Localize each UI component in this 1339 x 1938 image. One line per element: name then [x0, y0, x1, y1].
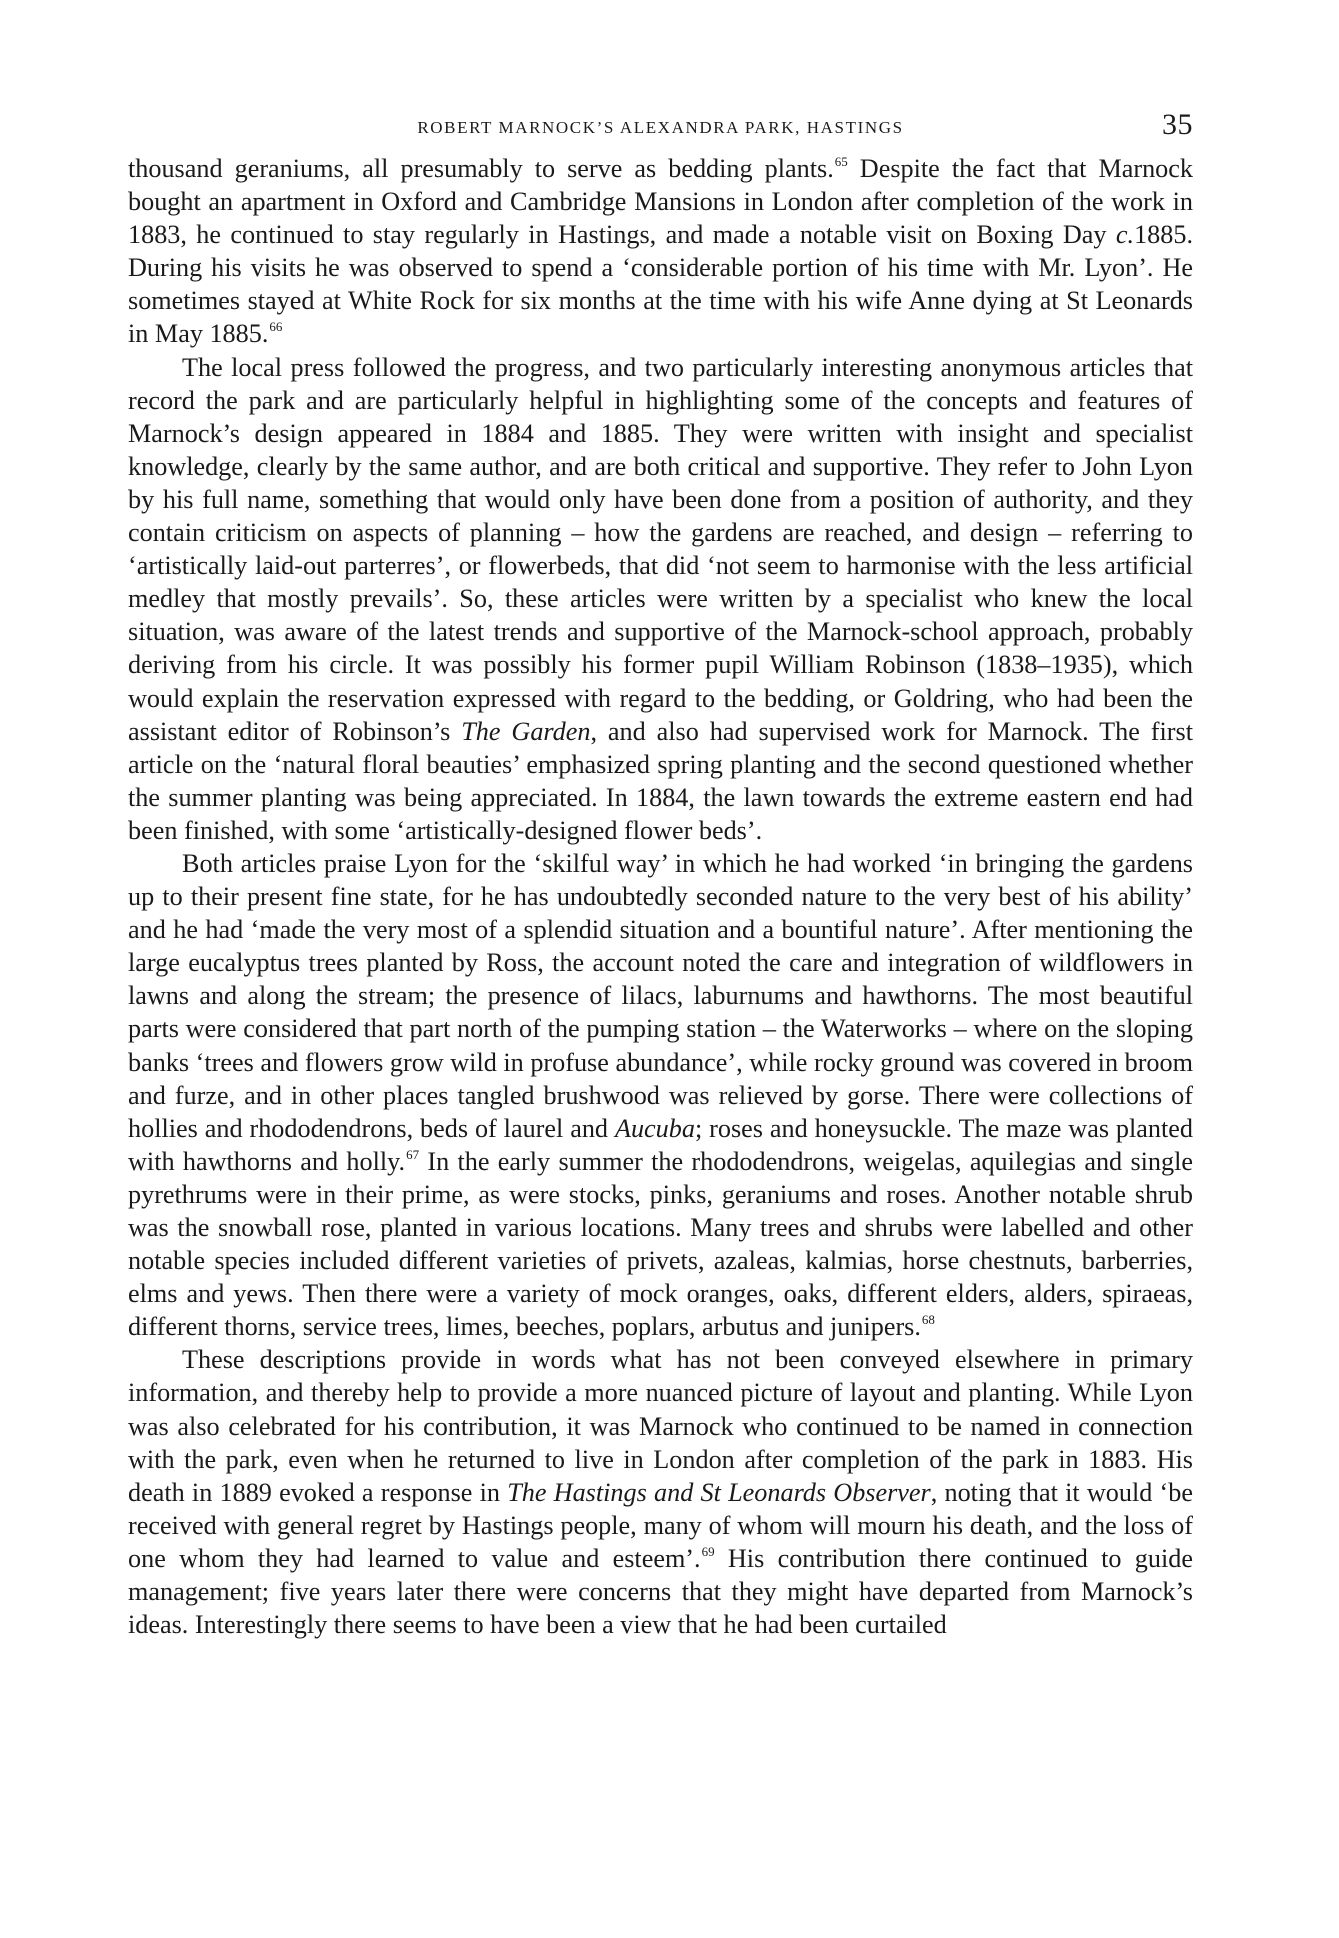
book-page — [128, 108, 1193, 1641]
text-run: , and also had supervised work for Marnock. The first article on the ‘natural floral beauties’ emphasized spring planting and the second questioned whether the summer planting was being appreciated. In 1884, the lawn towards the extreme eastern end had been finished, with some ‘artistically-designed flower beds’. — [128, 716, 1193, 845]
footnote-ref-66: 66 — [269, 319, 283, 335]
footnote-ref-68: 68 — [921, 1312, 935, 1328]
text-run: The local press followed the progress, and two particularly interesting anonymous articles that record the park and are particularly helpful in highlighting some of the concepts and features of Marnock’s design appeared in 1884 and 1885. They were written with insight and specialist knowledge, clearly by the same author, and are both critical and supportive. They refer to John Lyon by his full name, something that would only have been done from a position of authority, and they contain criticism on aspects of planning – how the gardens are reached, and design – referring to ‘artistically laid-out parterres’, or flowerbeds, that did ‘not seem to harmonise with the less artificial medley that mostly prevails’. So, these articles were written by a specialist who knew the local situation, was aware of the latest trends and supportive of the Marnock-school approach, probably deriving from his circle. It was possibly his former pupil William Robinson (1838–1935), which would explain the reservation expressed with regard to the bedding, or Goldring, who had been the assistant editor of Robinson’s — [128, 352, 1193, 746]
running-head — [128, 108, 1193, 152]
page-number: 35 — [1162, 108, 1193, 141]
footnote-ref-65: 65 — [834, 154, 848, 169]
paragraph-1 — [128, 152, 1193, 351]
footnote-ref-69: 69 — [701, 1543, 715, 1559]
footnote-ref-67: 67 — [406, 1146, 420, 1162]
text-run: ; roses and honeysuckle. The maze was planted with hawthorns and holly. — [128, 1113, 1194, 1176]
text-run: These descriptions provide in words what has not been conveyed elsewhere in primary information, and thereby help to provide a more nuanced picture of layout and planting. While Lyon was also celebrated for his contribution, it was Marnock who continued to be named in connection with the park, even when he returned to live in London after completion of the park in 1883. His death in 1889 evoked a response in — [128, 1345, 1193, 1507]
text-run: 1885. During his visits he was observed to spend a ‘considerable portion of his time with Mr. Lyon’. He sometimes stayed at White Rock for six months at the time with his wife Anne dying at St Leonards in May 1885. — [128, 220, 1193, 349]
text-run: Both articles praise Lyon for the ‘skilful way’ in which he had worked ‘in bringing the gardens up to their present fine state, for he has undoubtedly seconded nature to the very best of his ability’ and he had ‘made the very most of a splendid situation and a bountiful nature’. After mentioning the large eucalyptus trees planted by Ross, the account noted the care and integration of wildflowers in lawns and along the stream; the presence of lilacs, laburnums and hawthorns. The most beautiful parts were considered that part north of the pumping station – the Waterworks – where on the sloping banks ‘trees and flowers grow wild in profuse abundance’, while rocky ground was covered in broom and furze, and in other places tangled brushwood was relieved by gorse. There were collections of hollies and rhododendrons, beds of laurel and — [128, 848, 1193, 1143]
italic-title-the-garden: The Garden — [461, 716, 591, 746]
paragraph-3 — [128, 847, 1193, 1343]
paragraph-4 — [128, 1343, 1193, 1641]
text-run: , noting that it would ‘be received with general regret by Hastings people, many of whom will mourn his death, and the loss of one whom they had learned to value and esteem’. — [128, 1477, 1193, 1573]
text-run: In the early summer the rhododendrons, weigelas, aquilegias and single pyrethrums were in their prime, as were stocks, pinks, geraniums and roses. Another notable shrub was the snowball rose, planted in various locations. Many trees and shrubs were labelled and other notable species included different varieties of privets, azaleas, kalmias, horse chestnuts, barberries, elms and yews. Then there were a variety of mock oranges, oaks, different elders, alders, spiraeas, different thorns, service trees, limes, beeches, poplars, arbutus and junipers. — [128, 1146, 1193, 1342]
italic-aucuba: Aucuba — [614, 1113, 695, 1143]
text-run: Despite the fact that Marnock bought an apartment in Oxford and Cambridge Mansions in London after completion of the work in 1883, he continued to stay regularly in Hastings, and made a notable visit on Boxing Day — [128, 154, 1193, 250]
text-run: His contribution there continued to guide management; five years later there were concerns that they might have departed from Marnock’s ideas. Interestingly there seems to have been a view that he had been curtailed — [128, 1543, 1193, 1640]
italic-title-observer: The Hastings and St Leonards Observer — [507, 1477, 931, 1507]
italic-circa: c. — [1115, 220, 1135, 250]
text-run: thousand geraniums, all presumably to serve as bedding plants. — [128, 154, 834, 183]
body-text — [128, 152, 1193, 1641]
paragraph-2 — [128, 351, 1193, 847]
running-title: ROBERT MARNOCK’S ALEXANDRA PARK, HASTINGS — [417, 118, 904, 137]
